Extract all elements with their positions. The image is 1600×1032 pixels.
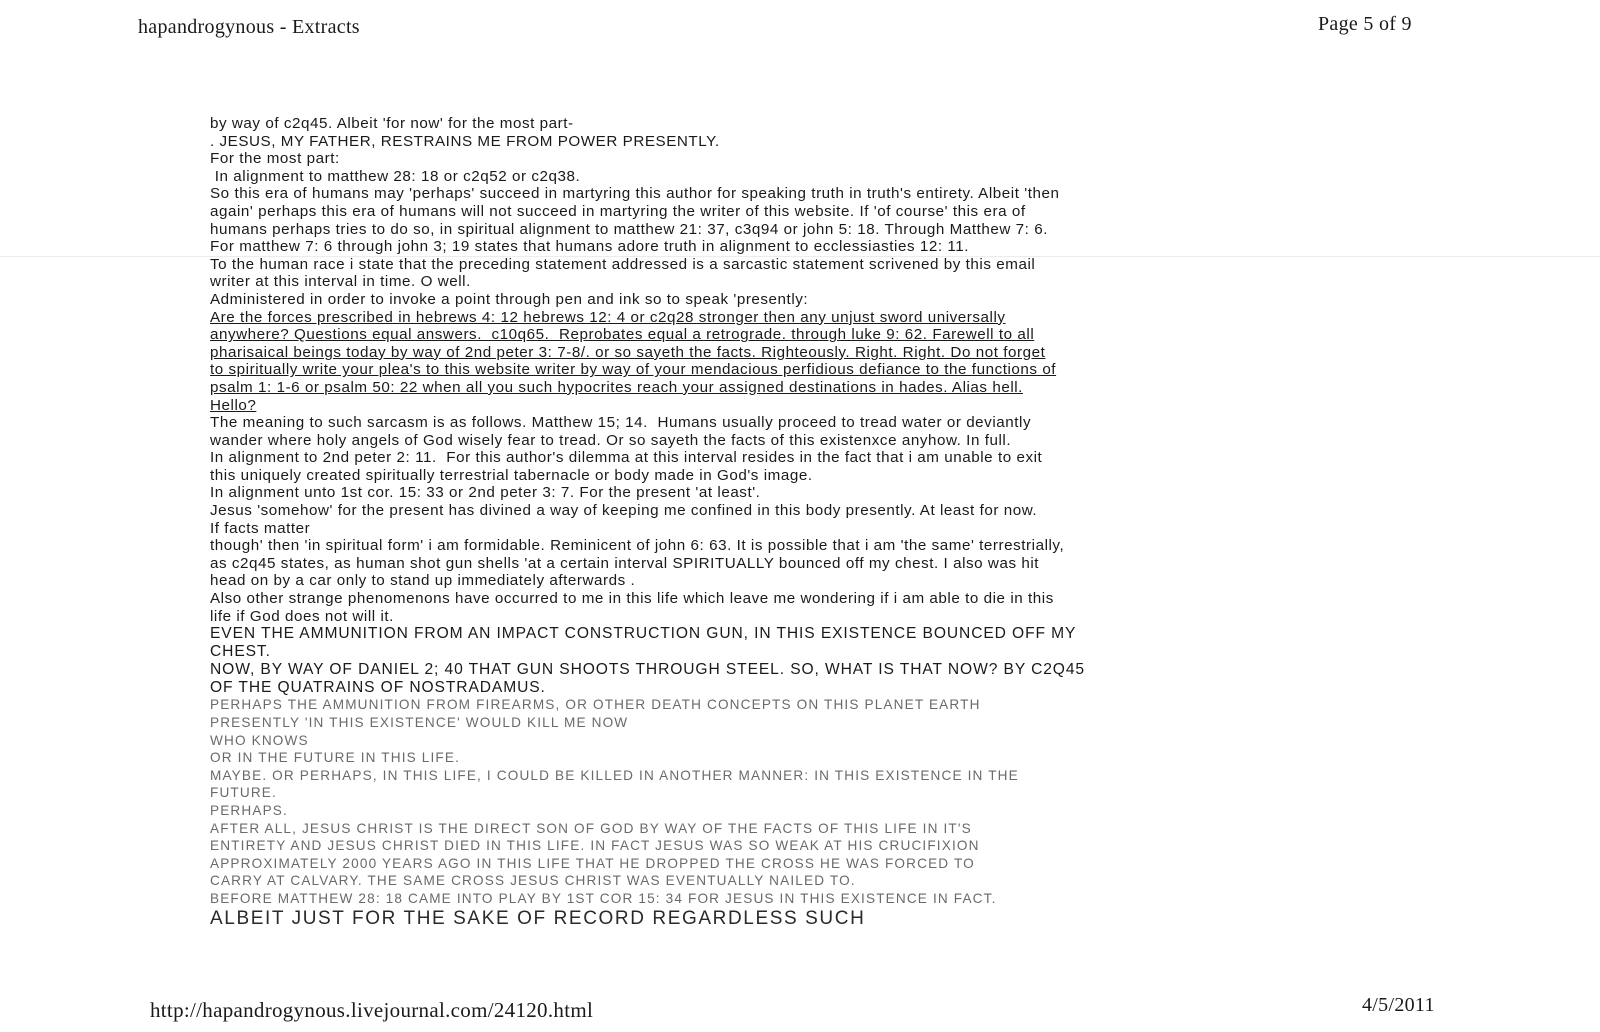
print-date: 4/5/2011: [1362, 994, 1435, 1016]
body-line: writer at this interval in time. O well.: [210, 273, 471, 291]
caps-line: OF THE QUATRAINS OF NOSTRADAMUS.: [210, 678, 546, 696]
faded-line: CARRY AT CALVARY. THE SAME CROSS JESUS CHRIST WAS EVENTUALLY NAILED TO.: [210, 873, 856, 889]
faded-line: BEFORE MATTHEW 28: 18 CAME INTO PLAY BY 1ST COR 15: 34 FOR JESUS IN THIS EXISTENCE IN FACT.: [210, 890, 997, 906]
page-number: Page 5 of 9: [1318, 13, 1412, 35]
body-line: Administered in order to invoke a point through pen and ink so to speak 'presently:: [210, 290, 809, 308]
body-line: by way of c2q45. Albeit 'for now' for the most part-: [210, 115, 574, 132]
body-line: So this era of humans may 'perhaps' succeed in martyring this author for speaking truth in truth's entirety. Albeit 'then: [210, 185, 1060, 203]
faded-line: WHO KNOWS: [210, 732, 309, 748]
faded-line: FUTURE.: [210, 785, 277, 801]
body-line: For the most part:: [210, 150, 340, 168]
document-title: hapandrogynous - Extracts: [138, 16, 360, 38]
document-body: [210, 115, 1490, 930]
body-line: life if God does not will it.: [210, 607, 394, 625]
body-line: For matthew 7: 6 through john 3; 19 states that humans adore truth in alignment to ecclessiasties 12: 11.: [210, 238, 970, 256]
body-line: . JESUS, MY FATHER, RESTRAINS ME FROM POWER PRESENTLY.: [210, 132, 720, 150]
faded-line: ENTIRETY AND JESUS CHRIST DIED IN THIS LIFE. IN FACT JESUS WAS SO WEAK AT HIS CRUCIFIXION: [210, 838, 980, 854]
body-line: Jesus 'somehow' for the present has divined a way of keeping me confined in this body presently. At least for now.: [210, 502, 1038, 520]
body-line: head on by a car only to stand up immediately afterwards .: [210, 572, 636, 590]
final-line: ALBEIT JUST FOR THE SAKE OF RECORD REGARDLESS SUCH: [210, 907, 866, 929]
body-line: this uniquely created spiritually terrestrial tabernacle or body made in God's image.: [210, 466, 813, 484]
body-line: humans perhaps tries to do so, in spiritual alignment to matthew 21: 37, c3q94 or john 5: 18. Through Matthew 7: 6.: [210, 220, 1048, 238]
caps-line: CHEST.: [210, 643, 271, 661]
faded-line: AFTER ALL, JESUS CHRIST IS THE DIRECT SON OF GOD BY WAY OF THE FACTS OF THIS LIFE IN IT'S: [210, 820, 972, 836]
faded-line: APPROXIMATELY 2000 YEARS AGO IN THIS LIFE THAT HE DROPPED THE CROSS HE WAS FORCED TO: [210, 855, 975, 871]
body-line: again' perhaps this era of humans will not succeed in martyring the writer of this website. If 'of course' this era of: [210, 202, 1026, 220]
body-line: as c2q45 states, as human shot gun shells 'at a certain interval SPIRITUALLY bounced off my chest. I also was hit: [210, 554, 1040, 572]
underlined-line: pharisaical beings today by way of 2nd peter 3: 7-8/. or so sayeth the facts. Righteously. Right. Right. Do not forget: [210, 343, 1046, 361]
caps-line: NOW, BY WAY OF DANIEL 2; 40 THAT GUN SHOOTS THROUGH STEEL. SO, WHAT IS THAT NOW? BY C2Q45: [210, 660, 1085, 678]
body-line: The meaning to such sarcasm is as follows. Matthew 15; 14. Humans usually proceed to tread water or deviantly: [210, 414, 1032, 432]
caps-line: EVEN THE AMMUNITION FROM AN IMPACT CONSTRUCTION GUN, IN THIS EXISTENCE BOUNCED OFF MY: [210, 625, 1077, 643]
body-line: In alignment to matthew 28: 18 or c2q52 or c2q38.: [210, 167, 581, 185]
body-line: wander where holy angels of God wisely fear to tread. Or so sayeth the facts of this existenxce anyhow. In full.: [210, 431, 1012, 449]
body-line: In alignment to 2nd peter 2: 11. For this author's dilemma at this interval resides in the fact that i am unable to exit: [210, 449, 1043, 467]
body-line: To the human race i state that the preceding statement addressed is a sarcastic statement scrivened by this email: [210, 255, 1036, 273]
underlined-line: psalm 1: 1-6 or psalm 50: 22 when all you such hypocrites reach your assigned destinations in hades. Alias hell.: [210, 378, 1023, 396]
source-url: http://hapandrogynous.livejournal.com/24120.html: [150, 998, 594, 1022]
faded-line: MAYBE. OR PERHAPS, IN THIS LIFE, I COULD BE KILLED IN ANOTHER MANNER: IN THIS EXISTENCE IN THE: [210, 767, 1019, 783]
faded-line: PRESENTLY 'IN THIS EXISTENCE' WOULD KILL ME NOW: [210, 715, 629, 730]
underlined-line: Hello?: [210, 396, 257, 414]
body-line: Also other strange phenomenons have occurred to me in this life which leave me wondering if i am able to die in this: [210, 590, 1054, 608]
underlined-line: anywhere? Questions equal answers. c10q65. Reprobates equal a retrograde. through luke 9: 62. Farewell to all: [210, 326, 1035, 344]
body-line: In alignment unto 1st cor. 15: 33 or 2nd peter 3: 7. For the present 'at least'.: [210, 484, 761, 502]
faded-line: PERHAPS THE AMMUNITION FROM FIREARMS, OR OTHER DEATH CONCEPTS ON THIS PLANET EARTH: [210, 697, 981, 713]
underlined-line: to spiritually write your plea's to this website writer by way of your mendacious perfidious defiance to the functions of: [210, 361, 1057, 379]
body-line: If facts matter: [210, 519, 311, 537]
underlined-line: Are the forces prescribed in hebrews 4: 12 hebrews 12: 4 or c2q28 stronger then any unjust sword universally: [210, 308, 1006, 326]
body-line: though' then 'in spiritual form' i am formidable. Reminicent of john 6: 63. It is possible that i am 'the same' terrestrially,: [210, 537, 1065, 555]
faded-line: PERHAPS.: [210, 802, 288, 818]
faded-line: OR IN THE FUTURE IN THIS LIFE.: [210, 750, 461, 766]
